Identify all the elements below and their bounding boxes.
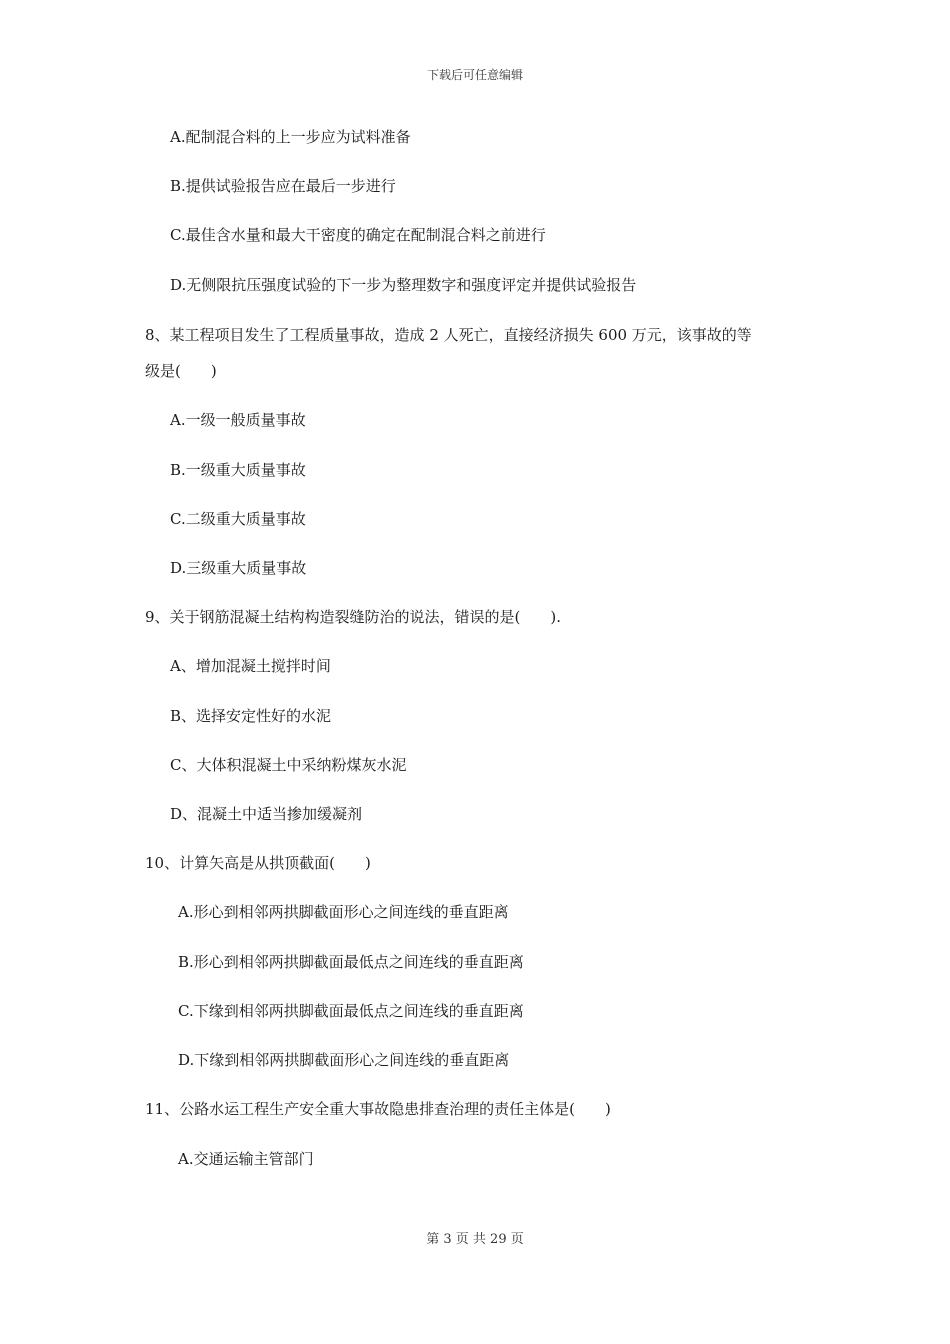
- q10-option-d: D.下缘到相邻两拱脚截面形心之间连线的垂直距离: [178, 1051, 510, 1069]
- q10-option-a: A.形心到相邻两拱脚截面形心之间连线的垂直距离: [178, 903, 509, 921]
- q9-option-b: B、选择安定性好的水泥: [170, 707, 332, 725]
- page-header: 下载后可任意编辑: [426, 68, 523, 82]
- q11-text: 11、公路水运工程生产安全重大事故隐患排查治理的责任主体是( ): [145, 1100, 611, 1118]
- q8-option-d: D.三级重大质量事故: [170, 559, 307, 577]
- q9-option-c: C、大体积混凝土中采纳粉煤灰水泥: [170, 756, 407, 774]
- q7-option-a: A.配制混合料的上一步应为试料准备: [170, 128, 411, 146]
- q9-text: 9、关于钢筋混凝土结构构造裂缝防治的说法，错误的是( ).: [145, 608, 562, 626]
- q8-text-line2: 级是( ): [145, 362, 217, 380]
- q10-option-b: B.形心到相邻两拱脚截面最低点之间连线的垂直距离: [178, 953, 524, 971]
- q11-option-a: A.交通运输主管部门: [178, 1150, 314, 1168]
- q8-text-line1: 8、某工程项目发生了工程质量事故，造成 2 人死亡，直接经济损失 600 万元，该事故的等: [145, 326, 752, 344]
- page-footer: 第 3 页 共 29 页: [426, 1232, 524, 1247]
- q9-option-d: D、混凝土中适当掺加缓凝剂: [170, 805, 363, 823]
- q10-text: 10、计算矢高是从拱顶截面( ): [145, 854, 371, 872]
- q7-option-b: B.提供试验报告应在最后一步进行: [170, 177, 396, 195]
- q7-option-c: C.最佳含水量和最大干密度的确定在配制混合料之前进行: [170, 226, 546, 244]
- q9-option-a: A、增加混凝土搅拌时间: [170, 657, 331, 675]
- q7-option-d: D.无侧限抗压强度试验的下一步为整理数字和强度评定并提供试验报告: [170, 276, 637, 294]
- q8-option-a: A.一级一般质量事故: [170, 411, 306, 429]
- q8-option-c: C.二级重大质量事故: [170, 510, 306, 528]
- q10-option-c: C.下缘到相邻两拱脚截面最低点之间连线的垂直距离: [178, 1002, 524, 1020]
- q8-option-b: B.一级重大质量事故: [170, 461, 306, 479]
